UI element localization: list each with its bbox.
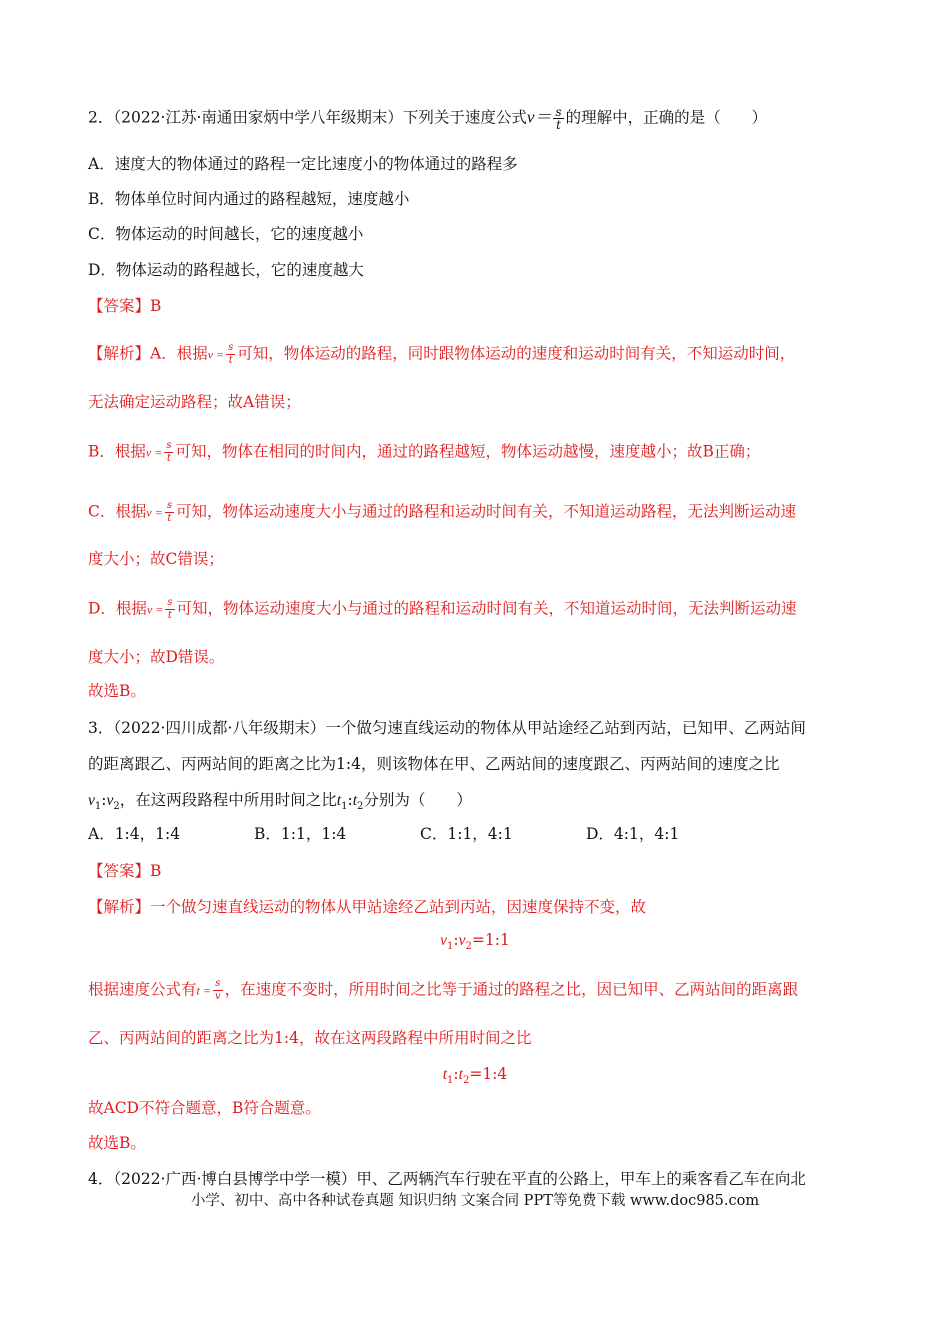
q3-stem-t1: t [336, 792, 342, 809]
q2-analysis-b [88, 440, 760, 465]
q2-analysis-d-suffix: 可知，物体运动速度大小与通过的路程和运动时间有关，不知道运动时间，无法判断运动速 [176, 599, 797, 618]
q3-formula-den: v [214, 991, 221, 1002]
q2-formula-num: s [166, 500, 172, 511]
q2-answer: 【答案】B [88, 297, 162, 315]
q2-formula-den: t [226, 354, 235, 367]
q3-conclusion: 故选B。 [88, 1134, 146, 1152]
q2-option-d: D．物体运动的路程越长，它的速度越大 [88, 261, 364, 279]
q2-formula-fraction [164, 440, 173, 465]
q2-analysis-c-suffix: 可知，物体运动速度大小与通过的路程和运动时间有关，不知道运动路程，无法判断运动速 [175, 502, 796, 521]
q2-formula-num: s [167, 597, 173, 608]
q3-eq1-v2: v [458, 932, 466, 949]
q3-eq2-t1: t [442, 1066, 448, 1083]
q2-analysis-d-prefix: D．根据 [88, 599, 147, 618]
q2-formula-lhs: v = [207, 347, 225, 362]
q3-formula-num: s [215, 978, 221, 989]
q3-analysis-line1: 【解析】一个做匀速直线运动的物体从甲站途经乙站到丙站，因速度保持不变，故 [88, 898, 647, 916]
q2-formula-fraction [165, 500, 174, 525]
q3-analysis-line2-prefix: 根据速度公式有 [88, 980, 197, 999]
q2-stem [88, 106, 767, 131]
q2-option-b: B．物体单位时间内通过的路程越短，速度越小 [88, 190, 410, 208]
q2-formula-lhs: v = [146, 505, 163, 520]
q3-eq2-rhs: =1:4 [469, 1065, 508, 1083]
q2-formula-num: s [166, 440, 172, 451]
q3-stem-t2: t [352, 792, 358, 809]
q2-stem-formula-lhs: v＝ [526, 107, 552, 127]
q3-analysis-line4: 故ACD不符合题意，B符合题意。 [88, 1099, 321, 1117]
q3-stem-colon: : [101, 791, 107, 809]
q3-stem-t1-sub: 1 [341, 801, 348, 813]
q2-formula-den: t [165, 609, 174, 622]
q3-stem-line2: 的距离跟乙、丙两站间的距离之比为1:4，则该物体在甲、乙两站间的速度跟乙、丙两站间的速度之比 [88, 755, 780, 773]
q3-stem-mid: ，在这两段路程中所用时间之比 [119, 791, 337, 809]
q2-stem-suffix: 的理解中，正确的是（ ） [565, 108, 768, 127]
q3-analysis-line2-suffix: ，在速度不变时，所用时间之比等于通过的路程之比，因已知甲、乙两站间的距离跟 [224, 980, 799, 999]
q2-stem-formula-fraction [553, 106, 563, 131]
q2-formula-lhs: v = [146, 602, 164, 617]
q2-analysis-c-line2: 度大小；故C错误； [88, 550, 224, 568]
q3-option-c: C．1:1，4:1 [420, 825, 513, 843]
q3-option-b: B．1:1，1:4 [254, 825, 347, 843]
q3-analysis-line3: 乙、丙两站间的距离之比为1:4，故在这两段路程中所用时间之比 [88, 1029, 532, 1047]
q2-analysis-b-prefix: B．根据 [88, 442, 146, 461]
q3-option-d: D．4:1，4:1 [586, 825, 680, 843]
q3-eq2-sub2: 2 [462, 1075, 470, 1087]
q2-stem-prefix: 2．（2022·江苏·南通田家炳中学八年级期末）下列关于速度公式 [88, 108, 527, 127]
q3-equation-2 [0, 1064, 950, 1091]
q2-analysis-d [88, 597, 797, 622]
q2-analysis-c-prefix: C．根据 [88, 502, 147, 521]
q2-analysis-d-line2: 度大小；故D错误。 [88, 648, 225, 666]
q2-stem-formula-num: s [555, 105, 562, 119]
q2-formula-fraction [226, 342, 235, 367]
q3-analysis-line2 [88, 978, 798, 1003]
q2-option-c: C．物体运动的时间越长，它的速度越小 [88, 225, 364, 243]
q2-analysis-c [88, 500, 796, 525]
q2-formula-lhs: v = [145, 445, 163, 460]
q2-analysis-a-line2: 无法确定运动路程；故A错误； [88, 393, 301, 411]
q2-analysis-a-prefix: 【解析】A．根据 [88, 344, 208, 363]
q3-eq1-sub1: 1 [447, 941, 454, 953]
q2-analysis-a-suffix: 可知，物体运动的路程，同时跟物体运动的速度和运动时间有关，不知运动时间， [237, 344, 796, 363]
q3-eq1-sub2: 2 [465, 941, 472, 953]
q3-stem-v2-sub: 2 [113, 801, 120, 813]
q3-answer: 【答案】B [88, 862, 162, 880]
q3-eq2-colon: : [453, 1065, 459, 1083]
q2-formula-num: s [228, 342, 234, 353]
q3-formula-lhs: t = [196, 983, 211, 998]
q2-formula-den: t [164, 452, 173, 465]
q2-analysis-b-suffix: 可知，物体在相同的时间内，通过的路程越短，物体运动越慢，速度越小；故B正确； [175, 442, 761, 461]
q3-eq2-sub1: 1 [447, 1075, 454, 1087]
q2-conclusion: 故选B。 [88, 682, 146, 700]
q3-eq2-t2: t [458, 1066, 463, 1083]
q3-stem-t2-sub: 2 [357, 801, 364, 813]
q2-stem-formula-den: t [553, 118, 563, 131]
q3-eq1-colon: : [453, 931, 459, 949]
q2-formula-fraction [165, 597, 174, 622]
q3-stem-line3 [88, 790, 472, 817]
q3-stem-tcolon: : [347, 791, 353, 809]
q2-analysis-a [88, 342, 795, 367]
q3-equation-1 [0, 930, 950, 957]
q3-stem-v1-sub: 1 [94, 801, 102, 813]
q2-formula-den: t [165, 512, 174, 525]
q3-eq1-rhs: =1:1 [471, 931, 510, 949]
q3-option-a: A．1:4，1:4 [88, 825, 181, 843]
q3-formula-fraction [213, 978, 223, 1003]
q3-stem-v2: v [106, 792, 114, 809]
q3-options [88, 824, 679, 844]
q3-eq1-v1: v [440, 932, 448, 949]
q3-stem-suffix: 分别为（ ） [363, 791, 472, 809]
q3-stem-v1: v [88, 792, 95, 809]
q3-stem-line1: 3．（2022·四川成都·八年级期末）一个做匀速直线运动的物体从甲站途经乙站到丙站，已知甲、乙两站间 [88, 719, 806, 737]
q4-stem-line1: 4．（2022·广西·博白县博学中学一模）甲、乙两辆汽车行驶在平直的公路上，甲车上的乘客看乙车在向北 [88, 1170, 806, 1188]
q2-option-a: A．速度大的物体通过的路程一定比速度小的物体通过的路程多 [88, 155, 518, 173]
page-footer: 小学、初中、高中各种试卷真题 知识归纳 文案合同 PPT等免费下载 www.doc985.com [190, 1193, 760, 1209]
